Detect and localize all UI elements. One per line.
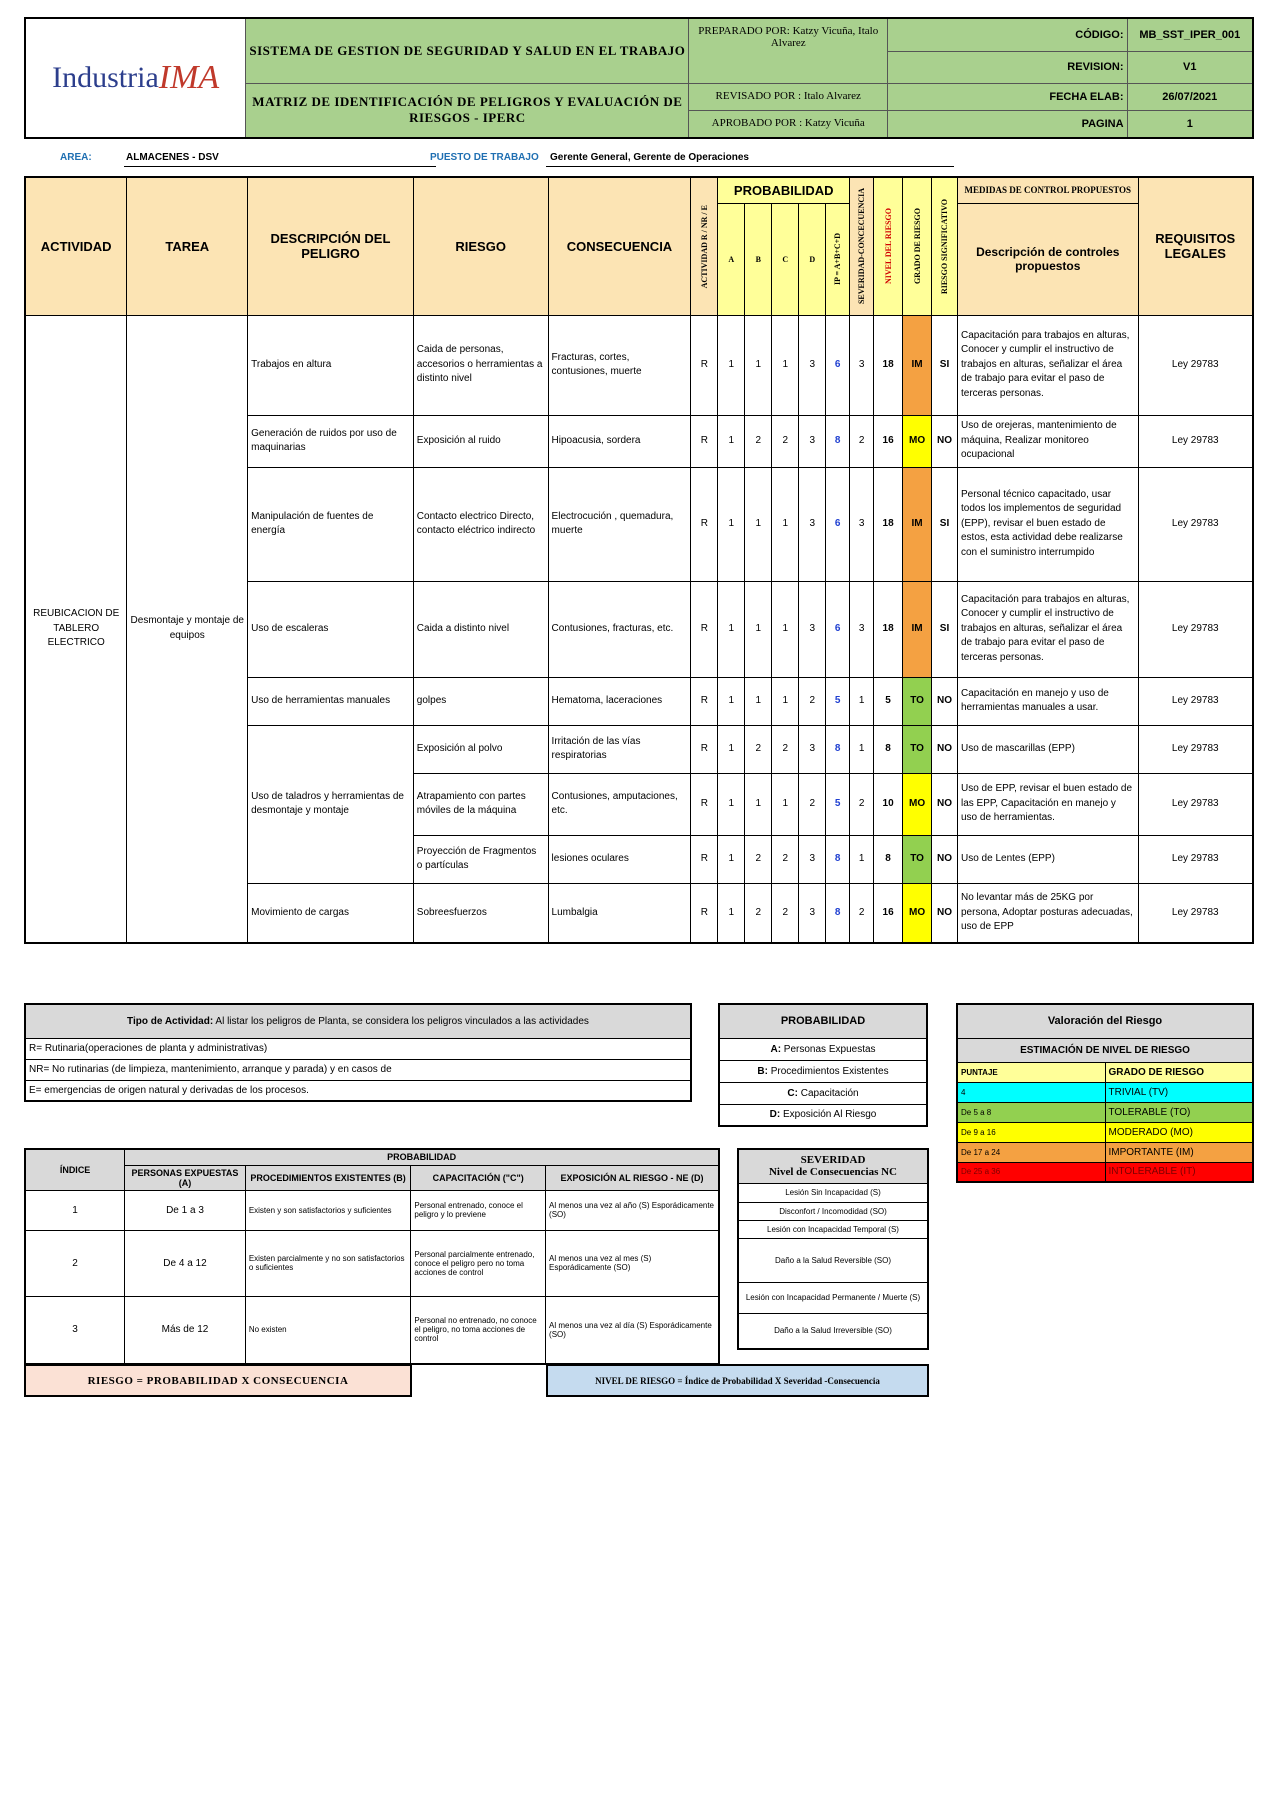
controles-cell: Capacitación en manejo y uso de herramientas manuales a usar. bbox=[958, 677, 1139, 725]
puntaje-cell: 4 bbox=[957, 1082, 1105, 1102]
prob-legend-value: Personas Expuestas bbox=[781, 1043, 876, 1055]
nivel-cell: 10 bbox=[874, 773, 903, 835]
idx-col-indice: ÍNDICE bbox=[25, 1149, 125, 1190]
prob-legend-item bbox=[719, 1082, 927, 1104]
prob-legend-item bbox=[719, 1060, 927, 1082]
severidad-cell: 1 bbox=[850, 677, 874, 725]
severidad-item: Daño a la Salud Irreversible (SO) bbox=[738, 1313, 928, 1349]
prob-b-cell: 1 bbox=[745, 677, 772, 725]
col-descripcion: DESCRIPCIÓN DEL PELIGRO bbox=[248, 177, 414, 315]
col-c: C bbox=[772, 203, 799, 315]
system-title: SISTEMA DE GESTION DE SEGURIDAD Y SALUD EN EL TRABAJO bbox=[246, 18, 689, 83]
ip-cell: 8 bbox=[826, 835, 850, 883]
severidad-cell: 3 bbox=[850, 315, 874, 415]
requisitos-cell: Ley 29783 bbox=[1138, 415, 1253, 467]
col-medidas: MEDIDAS DE CONTROL PROPUESTOS bbox=[958, 177, 1139, 203]
grado-riesgo-cell: IMPORTANTE (IM) bbox=[1105, 1142, 1253, 1162]
prob-a-cell: 1 bbox=[718, 467, 745, 581]
controles-cell: Capacitación para trabajos en alturas, Conocer y cumplir el instructivo de trabajos en alturas, señalizar el área de trabajo para evitar el paso de terceras personas. bbox=[958, 581, 1139, 677]
controles-cell: No levantar más de 25KG por persona, Adoptar posturas adecuadas, uso de EPP bbox=[958, 883, 1139, 943]
grado-cell: MO bbox=[903, 883, 932, 943]
consecuencia-cell: Contusiones, fracturas, etc. bbox=[548, 581, 691, 677]
puntaje-cell: De 5 a 8 bbox=[957, 1102, 1105, 1122]
significativo-cell: NO bbox=[932, 883, 958, 943]
severidad-item: Lesión Sin Incapacidad (S) bbox=[738, 1183, 928, 1202]
tipo-cell: R bbox=[691, 467, 718, 581]
prob-c-cell: 2 bbox=[772, 835, 799, 883]
revision-value: V1 bbox=[1127, 51, 1253, 83]
tipo-no-rutinaria: NR= No rutinarias (de limpieza, mantenimiento, arranque y parada) y en casos de bbox=[25, 1059, 691, 1080]
indice-row bbox=[25, 1296, 719, 1364]
valoracion-legend bbox=[956, 1003, 1254, 1183]
ip-cell: 5 bbox=[826, 677, 850, 725]
prob-legend-key: D: bbox=[769, 1109, 781, 1121]
grado-cell: IM bbox=[903, 467, 932, 581]
val-title: Valoración del Riesgo bbox=[957, 1004, 1253, 1038]
ip-cell: 5 bbox=[826, 773, 850, 835]
hazard-row bbox=[25, 315, 1253, 415]
col-requisitos: REQUISITOS LEGALES bbox=[1138, 177, 1253, 315]
prob-d-cell: 3 bbox=[799, 415, 826, 467]
consecuencia-cell: lesiones oculares bbox=[548, 835, 691, 883]
col-tipo: ACTIVIDAD R / NR / E bbox=[691, 177, 718, 315]
nivel-cell: 5 bbox=[874, 677, 903, 725]
prob-d-cell: 3 bbox=[799, 467, 826, 581]
prob-c-cell: 1 bbox=[772, 315, 799, 415]
prob-a-cell: 1 bbox=[718, 835, 745, 883]
probabilidad-legend bbox=[718, 1003, 928, 1127]
prob-a-cell: 1 bbox=[718, 677, 745, 725]
logo-accent-text: IMA bbox=[158, 59, 220, 96]
col-actividad: ACTIVIDAD bbox=[25, 177, 127, 315]
significativo-cell: SI bbox=[932, 467, 958, 581]
indice-table bbox=[24, 1148, 720, 1365]
ip-cell: 6 bbox=[826, 581, 850, 677]
severidad-row bbox=[738, 1202, 928, 1220]
grado-cell: MO bbox=[903, 773, 932, 835]
severidad-cell: 1 bbox=[850, 725, 874, 773]
consecuencia-cell: Irritación de las vías respiratorias bbox=[548, 725, 691, 773]
tipo-cell: R bbox=[691, 725, 718, 773]
severidad-row bbox=[738, 1238, 928, 1282]
tipo-title: Tipo de Actividad: Al listar los peligros de Planta, se considera los peligros vinculados a las actividades bbox=[25, 1004, 691, 1038]
requisitos-cell: Ley 29783 bbox=[1138, 725, 1253, 773]
prob-legend-value: Procedimientos Existentes bbox=[767, 1065, 889, 1077]
prob-b-cell: 2 bbox=[745, 883, 772, 943]
col-ip: IP = A+B+C+D bbox=[826, 203, 850, 315]
ip-cell: 8 bbox=[826, 883, 850, 943]
prob-a-cell: 1 bbox=[718, 581, 745, 677]
prob-c-cell: 1 bbox=[772, 677, 799, 725]
iperc-matrix bbox=[24, 176, 1254, 944]
company-logo bbox=[25, 18, 246, 138]
prob-legend-item bbox=[719, 1104, 927, 1126]
procedimientos-cell: No existen bbox=[245, 1296, 411, 1364]
exposicion-cell: Al menos una vez al día (S) Esporádicamente (SO) bbox=[546, 1296, 719, 1364]
area-underline bbox=[124, 166, 436, 167]
severidad-cell: 2 bbox=[850, 773, 874, 835]
prob-b-cell: 2 bbox=[745, 725, 772, 773]
prob-b-cell: 2 bbox=[745, 415, 772, 467]
riesgo-cell: Exposición al polvo bbox=[413, 725, 548, 773]
exposicion-cell: Al menos una vez al mes (S) Esporádicamente (SO) bbox=[546, 1230, 719, 1296]
ip-cell: 8 bbox=[826, 415, 850, 467]
severidad-row bbox=[738, 1220, 928, 1238]
riesgo-cell: Sobreesfuerzos bbox=[413, 883, 548, 943]
prob-legend-row bbox=[719, 1104, 927, 1126]
riesgo-cell: Contacto electrico Directo, contacto eléctrico indirecto bbox=[413, 467, 548, 581]
ip-cell: 8 bbox=[826, 725, 850, 773]
val-col-grado: GRADO DE RIESGO bbox=[1105, 1062, 1253, 1082]
consecuencia-cell: Contusiones, amputaciones, etc. bbox=[548, 773, 691, 835]
descripcion-cell: Generación de ruidos por uso de maquinarias bbox=[248, 415, 414, 467]
tipo-actividad-legend bbox=[24, 1003, 692, 1102]
significativo-cell: NO bbox=[932, 725, 958, 773]
prob-a-cell: 1 bbox=[718, 725, 745, 773]
severidad-item: Disconfort / Incomodidad (SO) bbox=[738, 1202, 928, 1220]
severidad-cell: 3 bbox=[850, 581, 874, 677]
consecuencia-cell: Electrocución , quemadura, muerte bbox=[548, 467, 691, 581]
nivel-cell: 8 bbox=[874, 835, 903, 883]
prob-d-cell: 3 bbox=[799, 725, 826, 773]
col-a: A bbox=[718, 203, 745, 315]
severidad-legend bbox=[737, 1148, 929, 1350]
consecuencia-cell: Fracturas, cortes, contusiones, muerte bbox=[548, 315, 691, 415]
tipo-cell: R bbox=[691, 315, 718, 415]
significativo-cell: NO bbox=[932, 773, 958, 835]
prob-b-cell: 1 bbox=[745, 467, 772, 581]
area-label: AREA: bbox=[60, 152, 92, 163]
severidad-cell: 2 bbox=[850, 883, 874, 943]
severidad-cell: 2 bbox=[850, 415, 874, 467]
controles-cell: Uso de Lentes (EPP) bbox=[958, 835, 1139, 883]
indice-cell: 3 bbox=[25, 1296, 125, 1364]
actividad-cell: REUBICACION DE TABLERO ELECTRICO bbox=[25, 315, 127, 943]
prob-legend-row bbox=[719, 1082, 927, 1104]
prob-legend-value: Capacitación bbox=[797, 1087, 859, 1099]
indice-row bbox=[25, 1230, 719, 1296]
nivel-cell: 8 bbox=[874, 725, 903, 773]
grado-cell: IM bbox=[903, 581, 932, 677]
tipo-rutinaria: R= Rutinaria(operaciones de planta y administrativas) bbox=[25, 1038, 691, 1059]
tipo-emergencia: E= emergencias de origen natural y derivadas de los procesos. bbox=[25, 1080, 691, 1101]
prob-legend-key: A: bbox=[770, 1043, 782, 1055]
requisitos-cell: Ley 29783 bbox=[1138, 883, 1253, 943]
idx-col-c: CAPACITACIÓN ("C") bbox=[411, 1165, 546, 1190]
riesgo-formula: RIESGO = PROBABILIDAD X CONSECUENCIA bbox=[24, 1364, 412, 1397]
nivel-cell: 18 bbox=[874, 467, 903, 581]
prob-legend-key: C: bbox=[787, 1087, 798, 1099]
controles-cell: Uso de mascarillas (EPP) bbox=[958, 725, 1139, 773]
prob-b-cell: 1 bbox=[745, 315, 772, 415]
codigo-value: MB_SST_IPER_001 bbox=[1127, 18, 1253, 51]
consecuencia-cell: Hematoma, laceraciones bbox=[548, 677, 691, 725]
tipo-cell: R bbox=[691, 677, 718, 725]
ip-cell: 6 bbox=[826, 315, 850, 415]
valoracion-row bbox=[957, 1102, 1253, 1122]
grado-riesgo-cell: TOLERABLE (TO) bbox=[1105, 1102, 1253, 1122]
prob-d-cell: 3 bbox=[799, 835, 826, 883]
consecuencia-cell: Hipoacusia, sordera bbox=[548, 415, 691, 467]
riesgo-cell: Caida de personas, accesorios o herramientas a distinto nivel bbox=[413, 315, 548, 415]
prob-title: PROBABILIDAD bbox=[719, 1004, 927, 1038]
requisitos-cell: Ley 29783 bbox=[1138, 581, 1253, 677]
significativo-cell: SI bbox=[932, 315, 958, 415]
col-probabilidad: PROBABILIDAD bbox=[718, 177, 850, 203]
ip-cell: 6 bbox=[826, 467, 850, 581]
descripcion-cell: Uso de escaleras bbox=[248, 581, 414, 677]
riesgo-cell: Atrapamiento con partes móviles de la máquina bbox=[413, 773, 548, 835]
codigo-label: CÓDIGO: bbox=[888, 18, 1127, 51]
controles-cell: Personal técnico capacitado, usar todos los implementos de seguridad (EPP), revisar el buen estado de estos, esta actividad debe realizarse con el suministro interrumpido bbox=[958, 467, 1139, 581]
area-value: ALMACENES - DSV bbox=[126, 152, 219, 163]
valoracion-row bbox=[957, 1162, 1253, 1182]
nivel-cell: 16 bbox=[874, 883, 903, 943]
prob-c-cell: 1 bbox=[772, 773, 799, 835]
nivel-cell: 18 bbox=[874, 315, 903, 415]
procedimientos-cell: Existen y son satisfactorios y suficientes bbox=[245, 1190, 411, 1230]
descripcion-cell: Movimiento de cargas bbox=[248, 883, 414, 943]
logo-main-text: Industria bbox=[52, 61, 159, 94]
prob-d-cell: 3 bbox=[799, 581, 826, 677]
puesto-value: Gerente General, Gerente de Operaciones bbox=[550, 152, 749, 163]
puntaje-cell: De 9 a 16 bbox=[957, 1122, 1105, 1142]
riesgo-cell: Caida a distinto nivel bbox=[413, 581, 548, 677]
severidad-row bbox=[738, 1183, 928, 1202]
col-b: B bbox=[745, 203, 772, 315]
prob-c-cell: 1 bbox=[772, 581, 799, 677]
tipo-cell: R bbox=[691, 773, 718, 835]
requisitos-cell: Ley 29783 bbox=[1138, 315, 1253, 415]
nivel-formula: NIVEL DE RIESGO = Índice de Probabilidad X Severidad -Consecuencia bbox=[546, 1364, 929, 1397]
col-grado: GRADO DE RIESGO bbox=[903, 177, 932, 315]
col-tarea: TAREA bbox=[127, 177, 248, 315]
prob-legend-value: Exposición Al Riesgo bbox=[780, 1109, 877, 1121]
personas-cell: De 1 a 3 bbox=[125, 1190, 246, 1230]
controles-cell: Uso de orejeras, mantenimiento de máquina, Realizar monitoreo ocupacional bbox=[958, 415, 1139, 467]
prob-c-cell: 1 bbox=[772, 467, 799, 581]
significativo-cell: NO bbox=[932, 415, 958, 467]
prob-a-cell: 1 bbox=[718, 315, 745, 415]
tipo-cell: R bbox=[691, 835, 718, 883]
grado-riesgo-cell: INTOLERABLE (IT) bbox=[1105, 1162, 1253, 1182]
prob-d-cell: 2 bbox=[799, 773, 826, 835]
prob-b-cell: 1 bbox=[745, 773, 772, 835]
prob-d-cell: 3 bbox=[799, 315, 826, 415]
descripcion-cell: Uso de taladros y herramientas de desmontaje y montaje bbox=[248, 725, 414, 883]
fecha-value: 26/07/2021 bbox=[1127, 83, 1253, 110]
tipo-cell: R bbox=[691, 581, 718, 677]
idx-col-a: PERSONAS EXPUESTAS (A) bbox=[125, 1165, 246, 1190]
col-significativo: RIESGO SIGNIFICATIVO bbox=[932, 177, 958, 315]
descripcion-cell: Uso de herramientas manuales bbox=[248, 677, 414, 725]
severidad-cell: 3 bbox=[850, 467, 874, 581]
prob-a-cell: 1 bbox=[718, 883, 745, 943]
requisitos-cell: Ley 29783 bbox=[1138, 467, 1253, 581]
valoracion-row bbox=[957, 1082, 1253, 1102]
revision-label: REVISION: bbox=[888, 51, 1127, 83]
grado-cell: MO bbox=[903, 415, 932, 467]
exposicion-cell: Al menos una vez al año (S) Esporádicamente (SO) bbox=[546, 1190, 719, 1230]
requisitos-cell: Ley 29783 bbox=[1138, 677, 1253, 725]
prob-d-cell: 2 bbox=[799, 677, 826, 725]
prob-legend-key: B: bbox=[757, 1065, 768, 1077]
nivel-cell: 18 bbox=[874, 581, 903, 677]
col-riesgo: RIESGO bbox=[413, 177, 548, 315]
prob-c-cell: 2 bbox=[772, 883, 799, 943]
val-subtitle: ESTIMACIÓN DE NIVEL DE RIESGO bbox=[957, 1038, 1253, 1062]
matrix-title: MATRIZ DE IDENTIFICACIÓN DE PELIGROS Y EVALUACIÓN DE RIESGOS - IPERC bbox=[246, 83, 689, 138]
grado-cell: TO bbox=[903, 725, 932, 773]
valoracion-row bbox=[957, 1122, 1253, 1142]
severidad-item: Lesión con Incapacidad Temporal (S) bbox=[738, 1220, 928, 1238]
indice-cell: 1 bbox=[25, 1190, 125, 1230]
prob-c-cell: 2 bbox=[772, 415, 799, 467]
tipo-cell: R bbox=[691, 883, 718, 943]
severidad-item: Lesión con Incapacidad Permanente / Muerte (S) bbox=[738, 1282, 928, 1313]
severidad-row bbox=[738, 1313, 928, 1349]
riesgo-cell: Exposición al ruido bbox=[413, 415, 548, 467]
severidad-row bbox=[738, 1282, 928, 1313]
idx-col-d: EXPOSICIÓN AL RIESGO - NE (D) bbox=[546, 1165, 719, 1190]
significativo-cell: NO bbox=[932, 677, 958, 725]
approved-by: APROBADO POR : Katzy Vicuña bbox=[689, 110, 888, 138]
pagina-label: PAGINA bbox=[888, 110, 1127, 138]
capacitacion-cell: Personal entrenado, conoce el peligro y lo previene bbox=[411, 1190, 546, 1230]
significativo-cell: NO bbox=[932, 835, 958, 883]
prob-b-cell: 1 bbox=[745, 581, 772, 677]
grado-cell: TO bbox=[903, 835, 932, 883]
prob-a-cell: 1 bbox=[718, 415, 745, 467]
prob-legend-item bbox=[719, 1038, 927, 1060]
prob-c-cell: 2 bbox=[772, 725, 799, 773]
document-header bbox=[24, 17, 1254, 139]
riesgo-cell: Proyección de Fragmentos o partículas bbox=[413, 835, 548, 883]
descripcion-cell: Manipulación de fuentes de energía bbox=[248, 467, 414, 581]
prob-b-cell: 2 bbox=[745, 835, 772, 883]
sev-title: SEVERIDAD Nivel de Consecuencias NC bbox=[738, 1149, 928, 1183]
descripcion-cell: Trabajos en altura bbox=[248, 315, 414, 415]
prob-legend-row bbox=[719, 1060, 927, 1082]
prob-legend-row bbox=[719, 1038, 927, 1060]
requisitos-cell: Ley 29783 bbox=[1138, 773, 1253, 835]
capacitacion-cell: Personal parcialmente entrenado, conoce el peligro pero no toma acciones de control bbox=[411, 1230, 546, 1296]
severidad-item: Daño a la Salud Reversible (SO) bbox=[738, 1238, 928, 1282]
capacitacion-cell: Personal no entrenado, no conoce el peligro, no toma acciones de control bbox=[411, 1296, 546, 1364]
grado-cell: TO bbox=[903, 677, 932, 725]
pagina-value: 1 bbox=[1127, 110, 1253, 138]
personas-cell: Más de 12 bbox=[125, 1296, 246, 1364]
prob-a-cell: 1 bbox=[718, 773, 745, 835]
puntaje-cell: De 25 a 36 bbox=[957, 1162, 1105, 1182]
puntaje-cell: De 17 a 24 bbox=[957, 1142, 1105, 1162]
puesto-underline bbox=[546, 166, 954, 167]
idx-col-b: PROCEDIMIENTOS EXISTENTES (B) bbox=[245, 1165, 411, 1190]
controles-cell: Uso de EPP, revisar el buen estado de las EPP, Capacitación en manejo y uso de herramientas. bbox=[958, 773, 1139, 835]
prepared-by: PREPARADO POR: Katzy Vicuña, Italo Alvarez bbox=[689, 18, 888, 83]
grado-cell: IM bbox=[903, 315, 932, 415]
procedimientos-cell: Existen parcialmente y no son satisfactorios o suficientes bbox=[245, 1230, 411, 1296]
reviewed-by: REVISADO POR : Italo Alvarez bbox=[689, 83, 888, 110]
grado-riesgo-cell: MODERADO (MO) bbox=[1105, 1122, 1253, 1142]
personas-cell: De 4 a 12 bbox=[125, 1230, 246, 1296]
grado-riesgo-cell: TRIVIAL (TV) bbox=[1105, 1082, 1253, 1102]
tipo-cell: R bbox=[691, 415, 718, 467]
nivel-cell: 16 bbox=[874, 415, 903, 467]
significativo-cell: SI bbox=[932, 581, 958, 677]
requisitos-cell: Ley 29783 bbox=[1138, 835, 1253, 883]
val-col-puntaje: PUNTAJE bbox=[957, 1062, 1105, 1082]
fecha-label: FECHA ELAB: bbox=[888, 83, 1127, 110]
col-nivel: NIVEL DEL RIESGO bbox=[874, 177, 903, 315]
col-severidad: SEVERIDAD-CONCECUENCIA bbox=[850, 177, 874, 315]
tarea-cell: Desmontaje y montaje de equipos bbox=[127, 315, 248, 943]
idx-col-prob: PROBABILIDAD bbox=[125, 1149, 719, 1165]
indice-cell: 2 bbox=[25, 1230, 125, 1296]
prob-d-cell: 3 bbox=[799, 883, 826, 943]
col-controles: Descripción de controles propuestos bbox=[958, 203, 1139, 315]
severidad-cell: 1 bbox=[850, 835, 874, 883]
area-line bbox=[24, 150, 954, 168]
col-consecuencia: CONSECUENCIA bbox=[548, 177, 691, 315]
puesto-label: PUESTO DE TRABAJO bbox=[430, 152, 539, 163]
controles-cell: Capacitación para trabajos en alturas, Conocer y cumplir el instructivo de trabajos en alturas, señalizar el área de trabajo para evitar el paso de terceras personas. bbox=[958, 315, 1139, 415]
riesgo-cell: golpes bbox=[413, 677, 548, 725]
consecuencia-cell: Lumbalgia bbox=[548, 883, 691, 943]
valoracion-row bbox=[957, 1142, 1253, 1162]
indice-row bbox=[25, 1190, 719, 1230]
col-d: D bbox=[799, 203, 826, 315]
